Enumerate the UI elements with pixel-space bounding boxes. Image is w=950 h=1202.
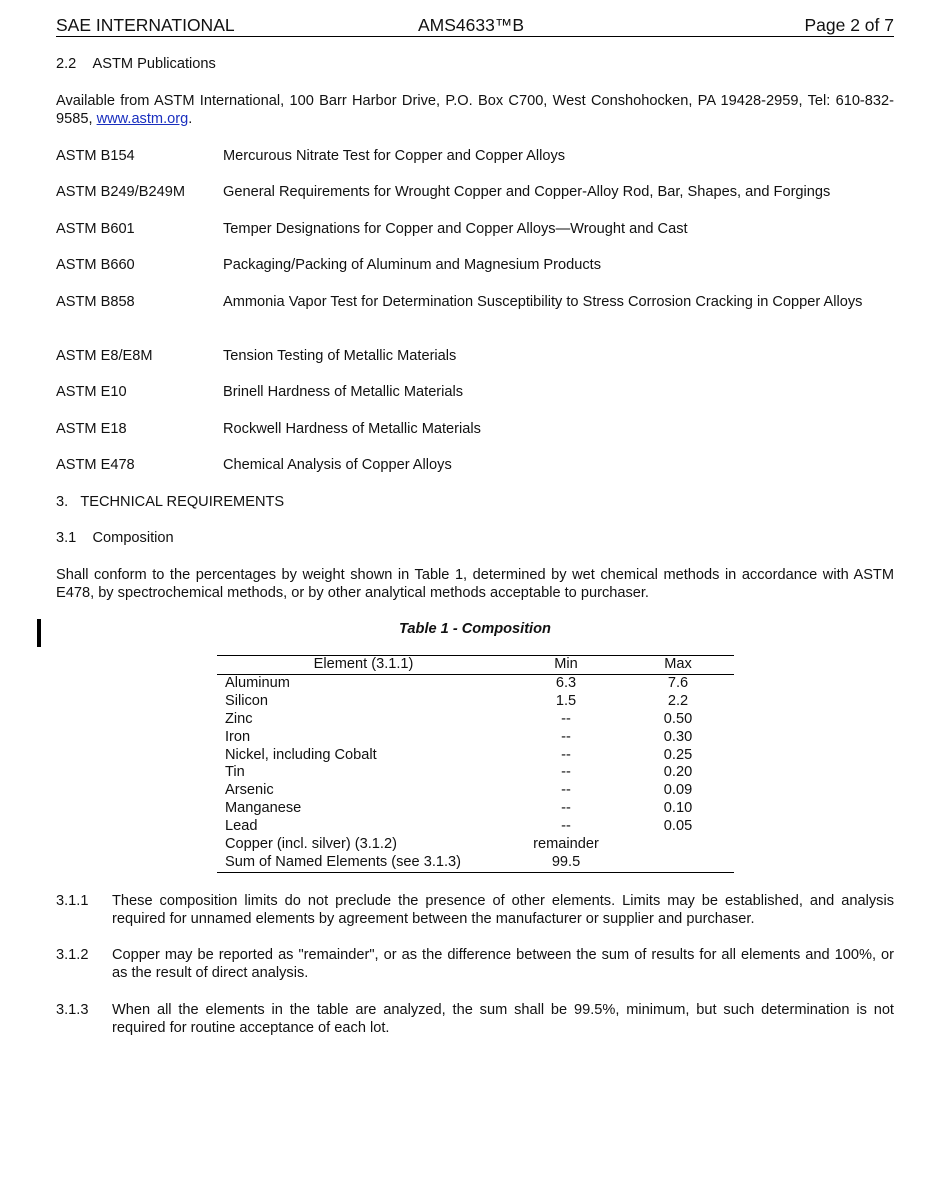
section-2-2-heading: 2.2 ASTM Publications bbox=[56, 56, 216, 72]
reference-code: ASTM B249/B249M bbox=[56, 184, 185, 200]
reference-title: General Requirements for Wrought Copper and Copper-Alloy Rod, Bar, Shapes, and Forgings bbox=[223, 184, 831, 200]
reference-title: Brinell Hardness of Metallic Materials bbox=[223, 384, 464, 400]
reference-code: ASTM B660 bbox=[56, 257, 135, 273]
reference-title: Tension Testing of Metallic Materials bbox=[223, 348, 457, 364]
element-cell: Lead bbox=[225, 818, 258, 835]
element-cell: Tin bbox=[225, 764, 245, 781]
max-cell: 0.09 bbox=[663, 782, 693, 799]
element-cell: Manganese bbox=[225, 800, 302, 817]
table-caption: Table 1 - Composition bbox=[399, 621, 551, 637]
table-row bbox=[217, 764, 734, 782]
max-cell: 0.25 bbox=[663, 746, 693, 763]
reference-code: ASTM E8/E8M bbox=[56, 348, 153, 364]
max-cell: 0.50 bbox=[663, 710, 693, 727]
reference-title: Temper Designations for Copper and Copper Alloys—Wrought and Cast bbox=[223, 221, 688, 237]
min-cell: 6.3 bbox=[555, 674, 577, 691]
reference-title: Rockwell Hardness of Metallic Materials bbox=[223, 421, 481, 437]
section-3-heading: 3. TECHNICAL REQUIREMENTS bbox=[56, 494, 285, 510]
max-cell bbox=[622, 836, 734, 854]
note-number: 3.1.1 bbox=[56, 893, 89, 909]
min-cell: -- bbox=[561, 800, 571, 817]
section-3-1-heading: 3.1 Composition bbox=[56, 530, 174, 546]
min-cell: 1.5 bbox=[555, 692, 577, 709]
min-cell: -- bbox=[561, 728, 571, 745]
table-row bbox=[217, 711, 734, 729]
min-cell: -- bbox=[561, 782, 571, 799]
header-organization: SAE INTERNATIONAL bbox=[56, 15, 235, 35]
composition-table bbox=[217, 655, 734, 873]
reference-title: Mercurous Nitrate Test for Copper and Copper Alloys bbox=[223, 148, 566, 164]
column-header-element: Element (3.1.1) bbox=[217, 656, 510, 675]
document-page bbox=[56, 14, 894, 1036]
table-row bbox=[217, 854, 734, 872]
element-cell: Nickel, including Cobalt bbox=[225, 746, 377, 763]
reference-code: ASTM B154 bbox=[56, 148, 135, 164]
element-cell: Copper (incl. silver) (3.1.2) bbox=[225, 836, 397, 853]
max-cell: 0.05 bbox=[663, 818, 693, 835]
table-row bbox=[217, 747, 734, 765]
revision-change-bar bbox=[37, 619, 41, 647]
note-number: 3.1.2 bbox=[56, 947, 89, 963]
astm-website-link[interactable]: www.astm.org bbox=[96, 111, 189, 127]
min-cell: -- bbox=[561, 746, 571, 763]
element-cell: Aluminum bbox=[225, 674, 290, 691]
reference-code: ASTM B858 bbox=[56, 294, 135, 310]
reference-code: ASTM E478 bbox=[56, 457, 135, 473]
note-text: Copper may be reported as "remainder", or as the difference between the sum of results for all elements and 100%, or as the result of direct analysis. bbox=[112, 947, 894, 981]
min-cell: -- bbox=[561, 818, 571, 835]
element-cell: Arsenic bbox=[225, 782, 274, 799]
reference-code: ASTM B601 bbox=[56, 221, 135, 237]
max-cell: 7.6 bbox=[667, 674, 689, 691]
table-row bbox=[217, 693, 734, 711]
note-number: 3.1.3 bbox=[56, 1002, 89, 1018]
table-row bbox=[217, 782, 734, 800]
reference-code: ASTM E18 bbox=[56, 421, 127, 437]
table-row bbox=[217, 729, 734, 747]
reference-code: ASTM E10 bbox=[56, 384, 127, 400]
page-header bbox=[56, 14, 894, 37]
max-cell: 0.20 bbox=[663, 764, 693, 781]
note-text: These composition limits do not preclude the presence of other elements. Limits may be established, and analysis required for unnamed elements by agreement between the manufacturer or supplier and purchaser. bbox=[112, 893, 894, 927]
min-cell: -- bbox=[561, 710, 571, 727]
element-cell: Zinc bbox=[225, 710, 253, 727]
table-row bbox=[217, 674, 734, 692]
reference-title: Chemical Analysis of Copper Alloys bbox=[223, 457, 452, 473]
table-header-row bbox=[217, 656, 734, 675]
element-cell: Sum of Named Elements (see 3.1.3) bbox=[217, 854, 510, 872]
composition-paragraph: Shall conform to the percentages by weight shown in Table 1, determined by wet chemical methods in accordance with ASTM E478, by spectrochemical methods, or by other analytical methods acceptable to purchaser. bbox=[56, 567, 894, 601]
max-cell bbox=[622, 854, 734, 872]
header-document-id: AMS4633™B bbox=[418, 15, 525, 35]
min-cell: -- bbox=[561, 764, 571, 781]
max-cell: 0.10 bbox=[663, 800, 693, 817]
reference-title: Ammonia Vapor Test for Determination Susceptibility to Stress Corrosion Cracking in Copper Alloys bbox=[223, 294, 863, 310]
max-cell: 2.2 bbox=[667, 692, 689, 709]
table-row bbox=[217, 818, 734, 836]
availability-text: Available from ASTM International, 100 Barr Harbor Drive, P.O. Box C700, West Conshohocken, PA 19428-2959, Tel: 610-832-9585, bbox=[56, 93, 894, 127]
element-cell: Iron bbox=[225, 728, 251, 745]
reference-title: Packaging/Packing of Aluminum and Magnesium Products bbox=[223, 257, 602, 273]
min-cell: remainder bbox=[533, 836, 599, 853]
column-header-max: Max bbox=[622, 656, 734, 675]
table-row bbox=[217, 836, 734, 854]
element-cell: Silicon bbox=[225, 692, 268, 709]
column-header-min: Min bbox=[510, 656, 622, 675]
min-cell: 99.5 bbox=[510, 854, 622, 872]
header-page-number: Page 2 of 7 bbox=[804, 15, 894, 35]
astm-availability-paragraph bbox=[56, 92, 894, 128]
table-row bbox=[217, 800, 734, 818]
availability-suffix: . bbox=[188, 111, 193, 127]
note-text: When all the elements in the table are analyzed, the sum shall be 99.5%, minimum, but such determination is not required for routine acceptance of each lot. bbox=[112, 1002, 894, 1036]
max-cell: 0.30 bbox=[663, 728, 693, 745]
